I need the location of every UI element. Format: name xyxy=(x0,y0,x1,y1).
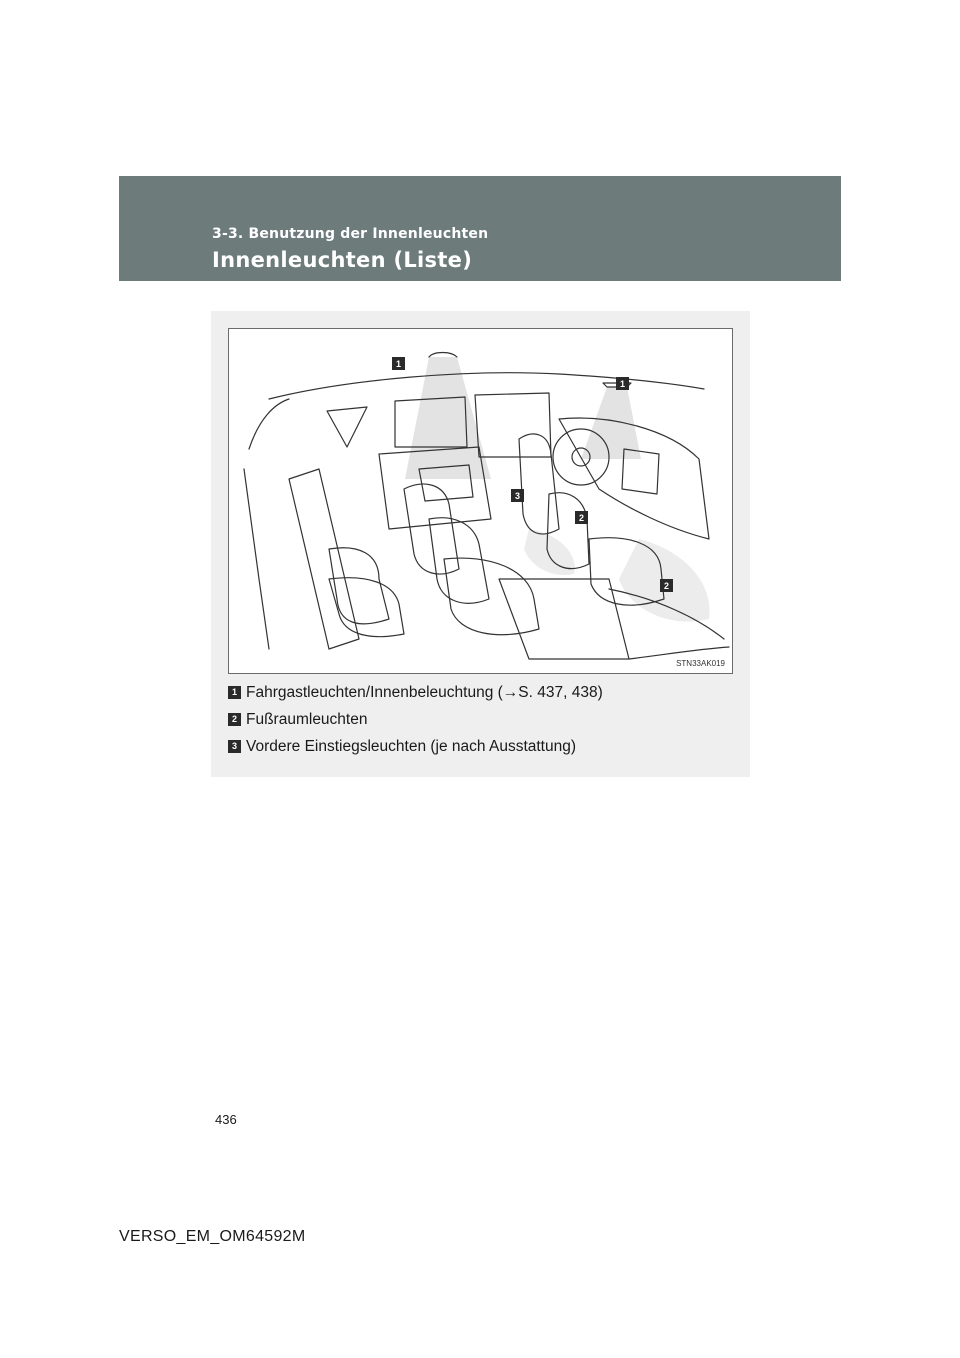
section-header xyxy=(119,176,841,281)
footer-code: VERSO_EM_OM64592M xyxy=(119,1228,306,1245)
legend-text: Fußraumleuchten xyxy=(246,710,368,728)
callout-label: 1 xyxy=(619,379,626,389)
page-number: 436 xyxy=(215,1112,237,1127)
car-interior-drawing xyxy=(229,329,732,673)
legend-text: Fahrgastleuchten/Innenbeleuchtung (→S. 437, 438) xyxy=(246,683,603,701)
callout-label: 1 xyxy=(395,359,402,369)
legend-badge: 2 xyxy=(228,713,241,726)
legend-item xyxy=(228,709,603,730)
legend xyxy=(228,682,603,763)
legend-badge: 1 xyxy=(228,686,241,699)
callout-label: 2 xyxy=(663,581,670,591)
figure-code: STN33AK019 xyxy=(676,659,725,668)
legend-item xyxy=(228,682,603,703)
page-title: Innenleuchten (Liste) xyxy=(212,248,473,272)
section-label: 3-3. Benutzung der Innenleuchten xyxy=(212,226,489,242)
callout-label: 3 xyxy=(514,491,521,501)
figure-panel xyxy=(211,311,750,777)
legend-badge: 3 xyxy=(228,740,241,753)
car-interior-illustration xyxy=(228,328,733,674)
legend-text: Vordere Einstiegsleuchten (je nach Ausstattung) xyxy=(246,737,577,755)
legend-item xyxy=(228,736,603,757)
callout-label: 2 xyxy=(578,513,585,523)
